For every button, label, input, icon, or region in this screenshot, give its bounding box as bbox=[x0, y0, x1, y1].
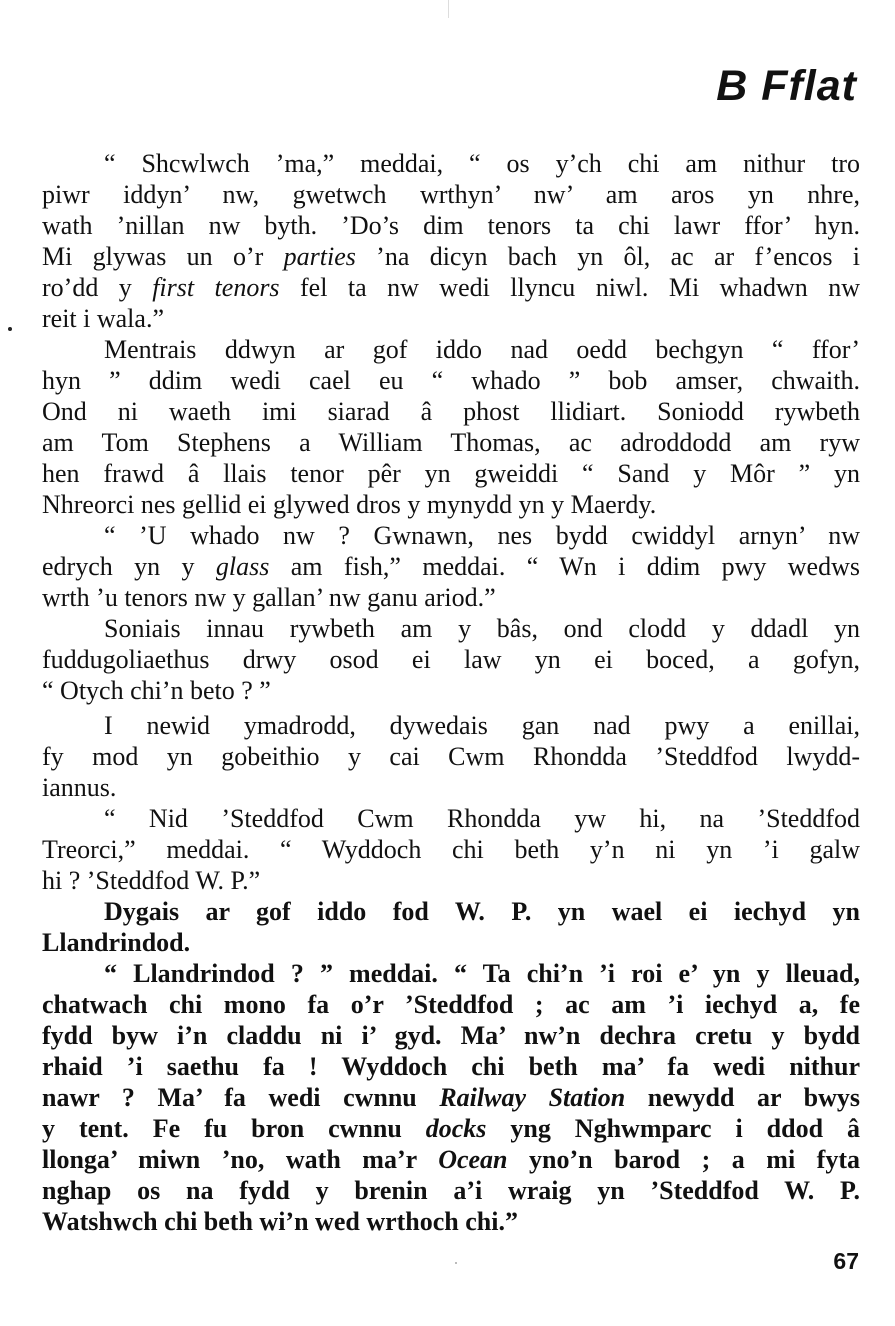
text-line: hi ? ’Steddfod W. P.” bbox=[42, 866, 261, 895]
text-line: reit i wala.” bbox=[42, 304, 164, 333]
text-line: fy mod yn gobeithio y cai Cwm Rhondda ’Steddfod lwydd- bbox=[42, 742, 860, 771]
text-line: iannus. bbox=[42, 773, 117, 802]
text-line: wrth ’u tenors nw y gallan’ nw ganu ariod.” bbox=[42, 583, 496, 612]
text-line: “ ’U whado nw ? Gwnawn, nes bydd cwiddyl arnyn’ nw bbox=[104, 521, 860, 550]
text-line: ro’dd y first tenors fel ta nw wedi llyncu niwl. Mi whadwn nw bbox=[42, 273, 860, 302]
body-text bbox=[42, 148, 860, 1237]
text-line: fydd byw i’n claddu ni i’ gyd. Ma’ nw’n dechra cretu y bydd bbox=[42, 1021, 860, 1050]
text-line: fuddugoliaethus drwy osod ei law yn ei boced, a gofyn, bbox=[42, 645, 860, 674]
text-line: “ Otych chi’n beto ? ” bbox=[42, 676, 271, 705]
text-line: llonga’ miwn ’no, wath ma’r Ocean yno’n barod ; a mi fyta bbox=[42, 1145, 860, 1174]
text-line: “ Nid ’Steddfod Cwm Rhondda yw hi, na ’Steddfod bbox=[104, 804, 860, 833]
margin-dot bbox=[8, 327, 12, 331]
text-line: y tent. Fe fu bron cwnnu docks yng Nghwmparc i ddod â bbox=[42, 1114, 860, 1143]
text-line: “ Shcwlwch ’ma,” meddai, “ os y’ch chi am nithur tro bbox=[104, 149, 860, 178]
text-line: Watshwch chi beth wi’n wed wrthoch chi.” bbox=[42, 1207, 518, 1236]
text-line: wath ’nillan nw byth. ’Do’s dim tenors ta chi lawr ffor’ hyn. bbox=[42, 211, 860, 240]
text-line: piwr iddyn’ nw, gwetwch wrthyn’ nw’ am aros yn nhre, bbox=[42, 180, 860, 209]
text-line: am Tom Stephens a William Thomas, ac adroddodd am ryw bbox=[42, 428, 860, 457]
text-line: “ Llandrindod ? ” meddai. “ Ta chi’n ’i roi e’ yn y lleuad, bbox=[104, 959, 860, 988]
running-head: B Fflat bbox=[716, 62, 857, 110]
text-line: Ond ni waeth imi siarad â phost llidiart. Soniodd rywbeth bbox=[42, 397, 860, 426]
text-line: chatwach chi mono fa o’r ’Steddfod ; ac am ’i iechyd a, fe bbox=[42, 990, 860, 1019]
text-line: edrych yn y glass am fish,” meddai. “ Wn i ddim pwy wedws bbox=[42, 552, 860, 581]
text-line: hen frawd â llais tenor pêr yn gweiddi “ Sand y Môr ” yn bbox=[42, 459, 860, 488]
page-fold-mark bbox=[448, 0, 449, 18]
text-line: Mi glywas un o’r parties ’na dicyn bach yn ôl, ac ar f’encos i bbox=[42, 242, 860, 271]
text-line: nawr ? Ma’ fa wedi cwnnu Railway Station newydd ar bwys bbox=[42, 1083, 860, 1112]
text-line: Mentrais ddwyn ar gof iddo nad oedd bechgyn “ ffor’ bbox=[104, 335, 860, 364]
text-line: Nhreorci nes gellid ei glywed dros y mynydd yn y Maerdy. bbox=[42, 490, 657, 519]
text-line: Soniais innau rywbeth am y bâs, ond clodd y ddadl yn bbox=[104, 614, 860, 643]
text-line: Llandrindod. bbox=[42, 928, 191, 957]
text-line: I newid ymadrodd, dywedais gan nad pwy a enillai, bbox=[104, 711, 860, 740]
page-number: 67 bbox=[833, 1248, 859, 1274]
page-speck bbox=[455, 1262, 457, 1264]
text-line: Treorci,” meddai. “ Wyddoch chi beth y’n ni yn ’i galw bbox=[42, 835, 860, 864]
text-line: rhaid ’i saethu fa ! Wyddoch chi beth ma’ fa wedi nithur bbox=[42, 1052, 860, 1081]
text-line: hyn ” ddim wedi cael eu “ whado ” bob amser, chwaith. bbox=[42, 366, 860, 395]
text-line: Dygais ar gof iddo fod W. P. yn wael ei iechyd yn bbox=[104, 897, 860, 926]
text-line: nghap os na fydd y brenin a’i wraig yn ’Steddfod W. P. bbox=[42, 1176, 860, 1205]
